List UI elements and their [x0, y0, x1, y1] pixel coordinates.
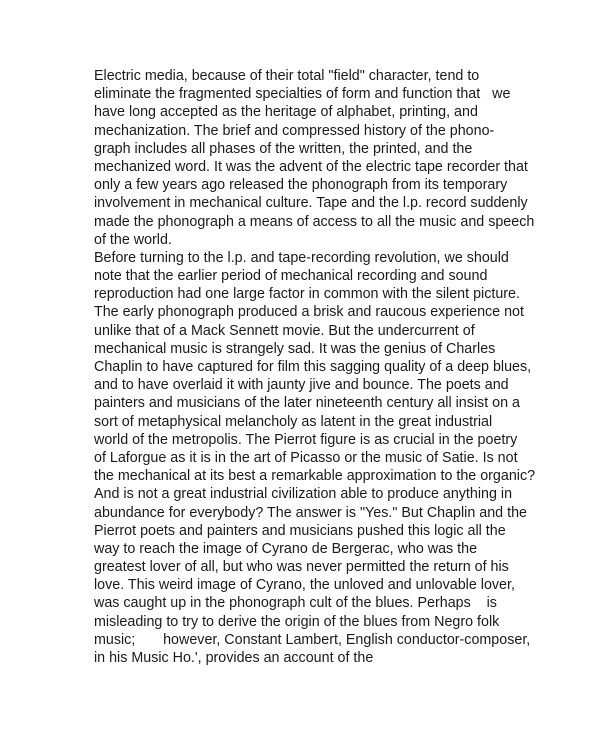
text-line: love. This weird image of Cyrano, the unloved and unlovable lover,: [94, 577, 515, 594]
text-line: The early phonograph produced a brisk and raucous experience not: [94, 304, 524, 321]
text-line: graph includes all phases of the written, the printed, and the: [94, 140, 473, 157]
text-line: And is not a great industrial civilization able to produce anything in: [94, 486, 513, 503]
text-line: eliminate the fragmented specialties of form and function that we: [94, 86, 511, 103]
text-line: mechanization. The brief and compressed history of the phono-: [94, 122, 495, 139]
text-line: sort of metaphysical melancholy as latent in the great industrial: [94, 413, 493, 430]
text-line: misleading to try to derive the origin of the blues from Negro folk: [94, 613, 500, 630]
text-line: Electric media, because of their total "field" character, tend to: [94, 68, 480, 84]
text-line: mechanized word. It was the advent of the electric tape recorder that: [94, 158, 528, 175]
text-line: note that the earlier period of mechanical recording and sound: [94, 268, 488, 285]
text-line: Pierrot poets and painters and musicians pushed this logic all the: [94, 522, 506, 539]
text-line: and to have overlaid it with jaunty jive and bounce. The poets and: [94, 377, 509, 394]
text-line: Before turning to the l.p. and tape-recording revolution, we should: [94, 249, 509, 266]
text-line: world of the metropolis. The Pierrot figure is as crucial in the poetry: [94, 431, 518, 448]
text-line: unlike that of a Mack Sennett movie. But the undercurrent of: [94, 322, 475, 339]
text-line: in his Music Ho.', provides an account of the: [94, 650, 374, 666]
body-text: [94, 67, 554, 667]
text-line: greatest lover of all, but who was never permitted the return of his: [94, 559, 509, 576]
text-line: have long accepted as the heritage of alphabet, printing, and: [94, 104, 478, 121]
text-line: reproduction had one large factor in common with the silent picture.: [94, 286, 520, 303]
text-line: Chaplin to have captured for film this sagging quality of a deep blues,: [94, 359, 532, 375]
text-line: of Laforgue as it is in the art of Picasso or the music of Satie. Is not: [94, 449, 518, 466]
text-line: abundance for everybody? The answer is "Yes." But Chaplin and the: [94, 504, 527, 521]
text-line: way to reach the image of Cyrano de Bergerac, who was the: [94, 540, 478, 557]
text-line: was caught up in the phonograph cult of the blues. Perhaps is: [94, 595, 497, 612]
text-line: music; however, Constant Lambert, English conductor-composer,: [94, 631, 531, 648]
text-line: made the phonograph a means of access to all the music and speech: [94, 213, 535, 230]
text-line: involvement in mechanical culture. Tape and the l.p. record suddenly: [94, 195, 528, 212]
text-line: only a few years ago released the phonograph from its temporary: [94, 177, 508, 194]
text-line: painters and musicians of the later nineteenth century all insist on a: [94, 395, 520, 412]
text-line: of the world.: [94, 231, 172, 248]
text-line: mechanical music is strangely sad. It was the genius of Charles: [94, 340, 496, 357]
text-line: the mechanical at its best a remarkable approximation to the organic?: [94, 468, 536, 485]
